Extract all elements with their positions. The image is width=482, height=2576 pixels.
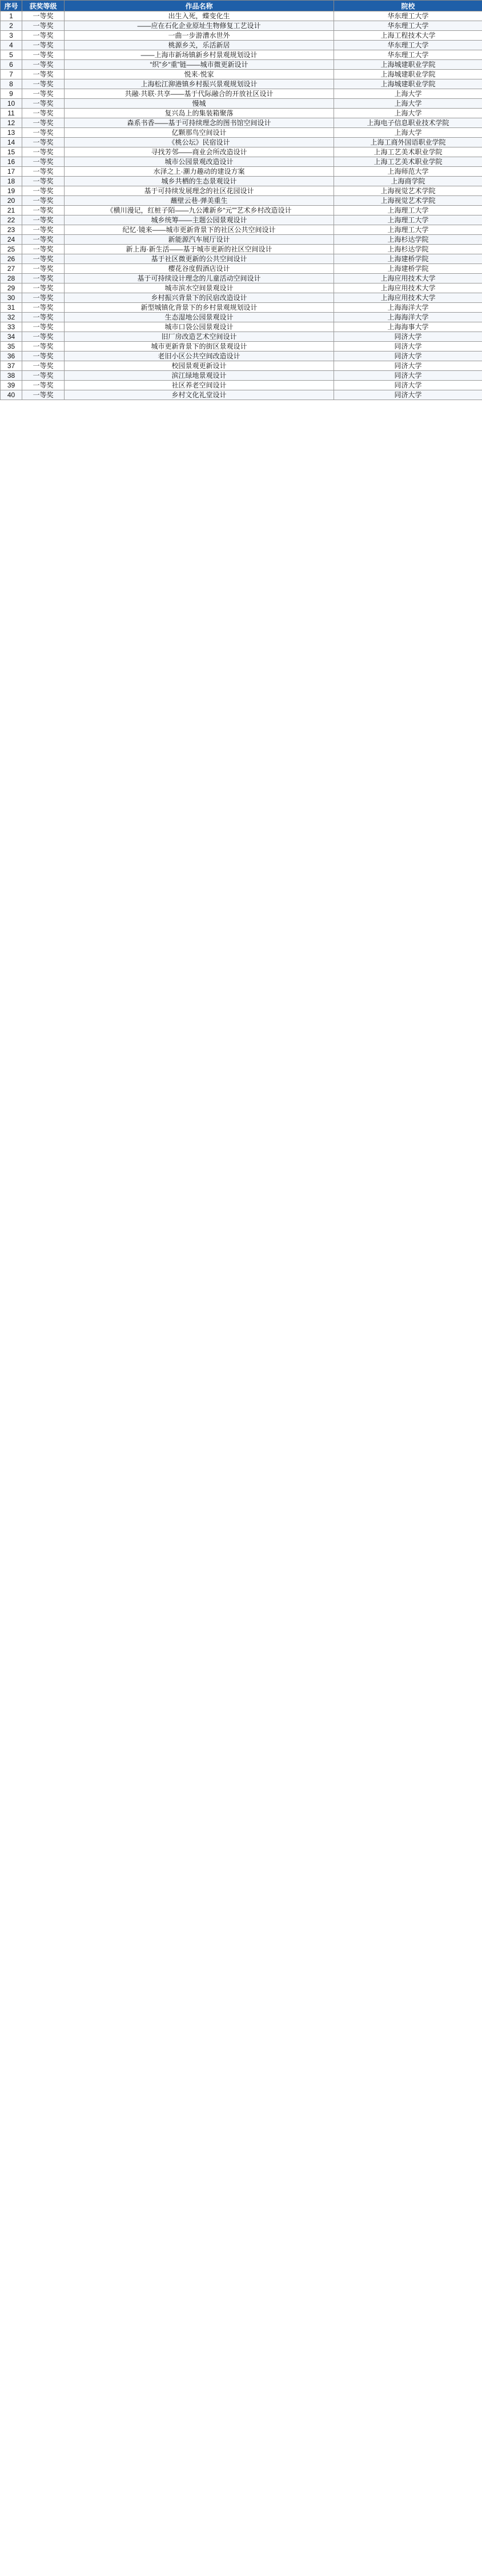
cell-index: 16 <box>1 157 22 167</box>
table-row <box>1 361 482 371</box>
cell-index: 26 <box>1 254 22 264</box>
cell-title: 旧厂房改造艺术空间设计 <box>65 332 334 342</box>
cell-index: 20 <box>1 196 22 206</box>
cell-index: 39 <box>1 381 22 390</box>
cell-level: 一等奖 <box>22 225 65 235</box>
cell-index: 1 <box>1 11 22 21</box>
cell-index: 17 <box>1 167 22 177</box>
cell-level: 一等奖 <box>22 371 65 381</box>
cell-level: 一等奖 <box>22 313 65 322</box>
table-row <box>1 79 482 89</box>
table-row <box>1 70 482 79</box>
cell-index: 2 <box>1 21 22 31</box>
cell-school: 上海理工大学 <box>334 206 482 215</box>
cell-school: 上海工程技术大学 <box>334 31 482 41</box>
cell-index: 18 <box>1 177 22 186</box>
table-row <box>1 128 482 138</box>
cell-school: 华东理工大学 <box>334 21 482 31</box>
cell-title: 森系书香——基于可持续理念的图书馆空间设计 <box>65 118 334 128</box>
table-row <box>1 322 482 332</box>
cell-index: 30 <box>1 293 22 303</box>
cell-school: 上海理工大学 <box>334 225 482 235</box>
table-row <box>1 167 482 177</box>
cell-index: 36 <box>1 352 22 361</box>
cell-title: 基于可持续发展理念的社区花园设计 <box>65 186 334 196</box>
header-level: 获奖等级 <box>22 1 65 11</box>
cell-title: 水泽之上·潮力趣动的建设方案 <box>65 167 334 177</box>
cell-title: 基于社区微更新的公共空间设计 <box>65 254 334 264</box>
cell-index: 40 <box>1 390 22 400</box>
cell-title: 一曲一步游漕水世外 <box>65 31 334 41</box>
table-row <box>1 147 482 157</box>
cell-index: 12 <box>1 118 22 128</box>
table-row <box>1 225 482 235</box>
cell-school: 上海应用技术大学 <box>334 274 482 283</box>
cell-level: 一等奖 <box>22 293 65 303</box>
cell-level: 一等奖 <box>22 128 65 138</box>
cell-level: 一等奖 <box>22 196 65 206</box>
cell-level: 一等奖 <box>22 167 65 177</box>
table-row <box>1 215 482 225</box>
cell-school: 上海大学 <box>334 89 482 99</box>
cell-school: 上海大学 <box>334 99 482 109</box>
cell-school: 华东理工大学 <box>334 50 482 60</box>
cell-index: 14 <box>1 138 22 147</box>
cell-school: 上海海洋大学 <box>334 313 482 322</box>
table-row <box>1 293 482 303</box>
cell-level: 一等奖 <box>22 109 65 118</box>
cell-level: 一等奖 <box>22 206 65 215</box>
cell-school: 上海城建职业学院 <box>334 70 482 79</box>
cell-title: 城乡共栖的生态景观设计 <box>65 177 334 186</box>
table-row <box>1 21 482 31</box>
cell-title: 校园景观更新设计 <box>65 361 334 371</box>
cell-title: 基于可持续设计理念的儿童活动空间设计 <box>65 274 334 283</box>
cell-level: 一等奖 <box>22 283 65 293</box>
cell-title: 新能源汽车展厅设计 <box>65 235 334 245</box>
cell-level: 一等奖 <box>22 118 65 128</box>
cell-level: 一等奖 <box>22 342 65 352</box>
cell-level: 一等奖 <box>22 322 65 332</box>
cell-index: 8 <box>1 79 22 89</box>
cell-title: 寻找芳邻——商业会所改造设计 <box>65 147 334 157</box>
cell-title: 樱花谷度假酒店设计 <box>65 264 334 274</box>
cell-level: 一等奖 <box>22 264 65 274</box>
cell-index: 32 <box>1 313 22 322</box>
cell-index: 29 <box>1 283 22 293</box>
cell-index: 4 <box>1 41 22 50</box>
cell-level: 一等奖 <box>22 381 65 390</box>
cell-level: 一等奖 <box>22 79 65 89</box>
table-row <box>1 138 482 147</box>
header-row <box>1 1 482 11</box>
cell-title: 城市更新背景下的街区景观设计 <box>65 342 334 352</box>
table-row <box>1 89 482 99</box>
cell-index: 37 <box>1 361 22 371</box>
table-row <box>1 118 482 128</box>
cell-school: 上海大学 <box>334 128 482 138</box>
cell-level: 一等奖 <box>22 254 65 264</box>
cell-level: 一等奖 <box>22 138 65 147</box>
cell-index: 28 <box>1 274 22 283</box>
cell-school: 同济大学 <box>334 361 482 371</box>
cell-title: 出生入死，蝶变化生 <box>65 11 334 21</box>
table-row <box>1 50 482 60</box>
cell-level: 一等奖 <box>22 390 65 400</box>
cell-title: 城市口袋公园景观设计 <box>65 322 334 332</box>
cell-index: 3 <box>1 31 22 41</box>
cell-title: 城乡统筹——主题公园景观设计 <box>65 215 334 225</box>
cell-level: 一等奖 <box>22 99 65 109</box>
table-row <box>1 264 482 274</box>
cell-index: 23 <box>1 225 22 235</box>
cell-school: 上海视觉艺术学院 <box>334 186 482 196</box>
cell-school: 上海海事大学 <box>334 322 482 332</box>
cell-title: 《桃公坛》民宿设计 <box>65 138 334 147</box>
cell-index: 21 <box>1 206 22 215</box>
cell-title: 蘸壁云巷·弹美重生 <box>65 196 334 206</box>
cell-level: 一等奖 <box>22 352 65 361</box>
cell-level: 一等奖 <box>22 186 65 196</box>
cell-school: 上海电子信息职业技术学院 <box>334 118 482 128</box>
cell-index: 6 <box>1 60 22 70</box>
cell-index: 31 <box>1 303 22 313</box>
cell-index: 24 <box>1 235 22 245</box>
cell-title: ——应在石化企业原址生物修复工艺设计 <box>65 21 334 31</box>
cell-title: 复兴岛上的集装箱聚落 <box>65 109 334 118</box>
cell-school: 华东理工大学 <box>334 41 482 50</box>
cell-title: 乡村振兴背景下的民宿改造设计 <box>65 293 334 303</box>
table-row <box>1 186 482 196</box>
header-title: 作品名称 <box>65 1 334 11</box>
cell-school: 上海城建职业学院 <box>334 60 482 70</box>
cell-title: 上海松江泖港镇乡村振兴景观规划设计 <box>65 79 334 89</box>
cell-level: 一等奖 <box>22 215 65 225</box>
cell-index: 22 <box>1 215 22 225</box>
cell-level: 一等奖 <box>22 60 65 70</box>
cell-title: 老旧小区公共空间改造设计 <box>65 352 334 361</box>
table-row <box>1 332 482 342</box>
table-row <box>1 381 482 390</box>
table-row <box>1 60 482 70</box>
cell-school: 同济大学 <box>334 342 482 352</box>
cell-title: 慢城 <box>65 99 334 109</box>
cell-level: 一等奖 <box>22 50 65 60</box>
table-row <box>1 109 482 118</box>
cell-school: 上海工商外国语职业学院 <box>334 138 482 147</box>
cell-level: 一等奖 <box>22 147 65 157</box>
table-row <box>1 235 482 245</box>
cell-title: 社区养老空间设计 <box>65 381 334 390</box>
cell-school: 上海应用技术大学 <box>334 283 482 293</box>
cell-school: 上海建桥学院 <box>334 254 482 264</box>
cell-title: “织”乡“重”链——城市微更新设计 <box>65 60 334 70</box>
cell-school: 同济大学 <box>334 390 482 400</box>
cell-school: 上海工艺美术职业学院 <box>334 157 482 167</box>
table-row <box>1 196 482 206</box>
cell-title: 城市滨水空间景观设计 <box>65 283 334 293</box>
cell-index: 35 <box>1 342 22 352</box>
cell-school: 上海商学院 <box>334 177 482 186</box>
table-row <box>1 245 482 254</box>
cell-school: 上海杉达学院 <box>334 235 482 245</box>
cell-level: 一等奖 <box>22 31 65 41</box>
cell-level: 一等奖 <box>22 70 65 79</box>
table-row <box>1 274 482 283</box>
table-row <box>1 99 482 109</box>
cell-index: 27 <box>1 264 22 274</box>
cell-title: ——上海市新场镇新乡村景观规划设计 <box>65 50 334 60</box>
cell-level: 一等奖 <box>22 274 65 283</box>
cell-title: 新上海·新生活——基于城市更新的社区空间设计 <box>65 245 334 254</box>
table-row <box>1 283 482 293</box>
cell-school: 上海海洋大学 <box>334 303 482 313</box>
table-row <box>1 352 482 361</box>
cell-school: 同济大学 <box>334 352 482 361</box>
cell-index: 34 <box>1 332 22 342</box>
cell-level: 一等奖 <box>22 332 65 342</box>
cell-level: 一等奖 <box>22 177 65 186</box>
header-school: 院校 <box>334 1 482 11</box>
cell-index: 5 <box>1 50 22 60</box>
table-row <box>1 31 482 41</box>
table-row <box>1 313 482 322</box>
cell-index: 38 <box>1 371 22 381</box>
cell-school: 同济大学 <box>334 381 482 390</box>
award-table-body <box>1 11 482 400</box>
cell-title: 桃源乡关，乐活新居 <box>65 41 334 50</box>
cell-school: 上海应用技术大学 <box>334 293 482 303</box>
cell-index: 19 <box>1 186 22 196</box>
cell-school: 同济大学 <box>334 332 482 342</box>
cell-title: 共融·共联·共享——基于代际融合的开放社区设计 <box>65 89 334 99</box>
header-index: 序号 <box>1 1 22 11</box>
table-row <box>1 41 482 50</box>
table-row <box>1 11 482 21</box>
cell-school: 上海杉达学院 <box>334 245 482 254</box>
cell-title: 滨江绿地景观设计 <box>65 371 334 381</box>
award-table <box>0 0 482 400</box>
cell-level: 一等奖 <box>22 245 65 254</box>
cell-level: 一等奖 <box>22 41 65 50</box>
cell-level: 一等奖 <box>22 361 65 371</box>
award-table-header <box>1 1 482 11</box>
cell-index: 15 <box>1 147 22 157</box>
table-row <box>1 342 482 352</box>
cell-level: 一等奖 <box>22 303 65 313</box>
cell-level: 一等奖 <box>22 21 65 31</box>
cell-school: 华东理工大学 <box>334 11 482 21</box>
table-row <box>1 303 482 313</box>
cell-school: 上海建桥学院 <box>334 264 482 274</box>
table-row <box>1 390 482 400</box>
cell-school: 上海工艺美术职业学院 <box>334 147 482 157</box>
cell-title: 城市公园景观改造设计 <box>65 157 334 167</box>
cell-school: 上海视觉艺术学院 <box>334 196 482 206</box>
cell-title: 纪忆·镜来——城市更新背景下的社区公共空间设计 <box>65 225 334 235</box>
cell-title: 亿颗那鸟空间设计 <box>65 128 334 138</box>
cell-school: 上海大学 <box>334 109 482 118</box>
cell-index: 25 <box>1 245 22 254</box>
cell-title: 新型城镇化背景下的乡村景观规划设计 <box>65 303 334 313</box>
cell-school: 上海城建职业学院 <box>334 79 482 89</box>
table-row <box>1 157 482 167</box>
table-row <box>1 371 482 381</box>
table-row <box>1 177 482 186</box>
cell-index: 7 <box>1 70 22 79</box>
cell-title: 生态湿地公园景观设计 <box>65 313 334 322</box>
cell-level: 一等奖 <box>22 157 65 167</box>
cell-title: 乡村文化礼堂设计 <box>65 390 334 400</box>
cell-school: 同济大学 <box>334 371 482 381</box>
cell-school: 上海师范大学 <box>334 167 482 177</box>
cell-level: 一等奖 <box>22 89 65 99</box>
cell-level: 一等奖 <box>22 11 65 21</box>
cell-index: 10 <box>1 99 22 109</box>
table-row <box>1 206 482 215</box>
cell-index: 33 <box>1 322 22 332</box>
cell-index: 13 <box>1 128 22 138</box>
cell-title: 悦来·悦家 <box>65 70 334 79</box>
cell-index: 9 <box>1 89 22 99</box>
table-row <box>1 254 482 264</box>
cell-title: 《横川漫记，红桩子陌——九公滩新乡“元””艺术乡村改造设计 <box>65 206 334 215</box>
cell-level: 一等奖 <box>22 235 65 245</box>
cell-school: 上海理工大学 <box>334 215 482 225</box>
cell-index: 11 <box>1 109 22 118</box>
